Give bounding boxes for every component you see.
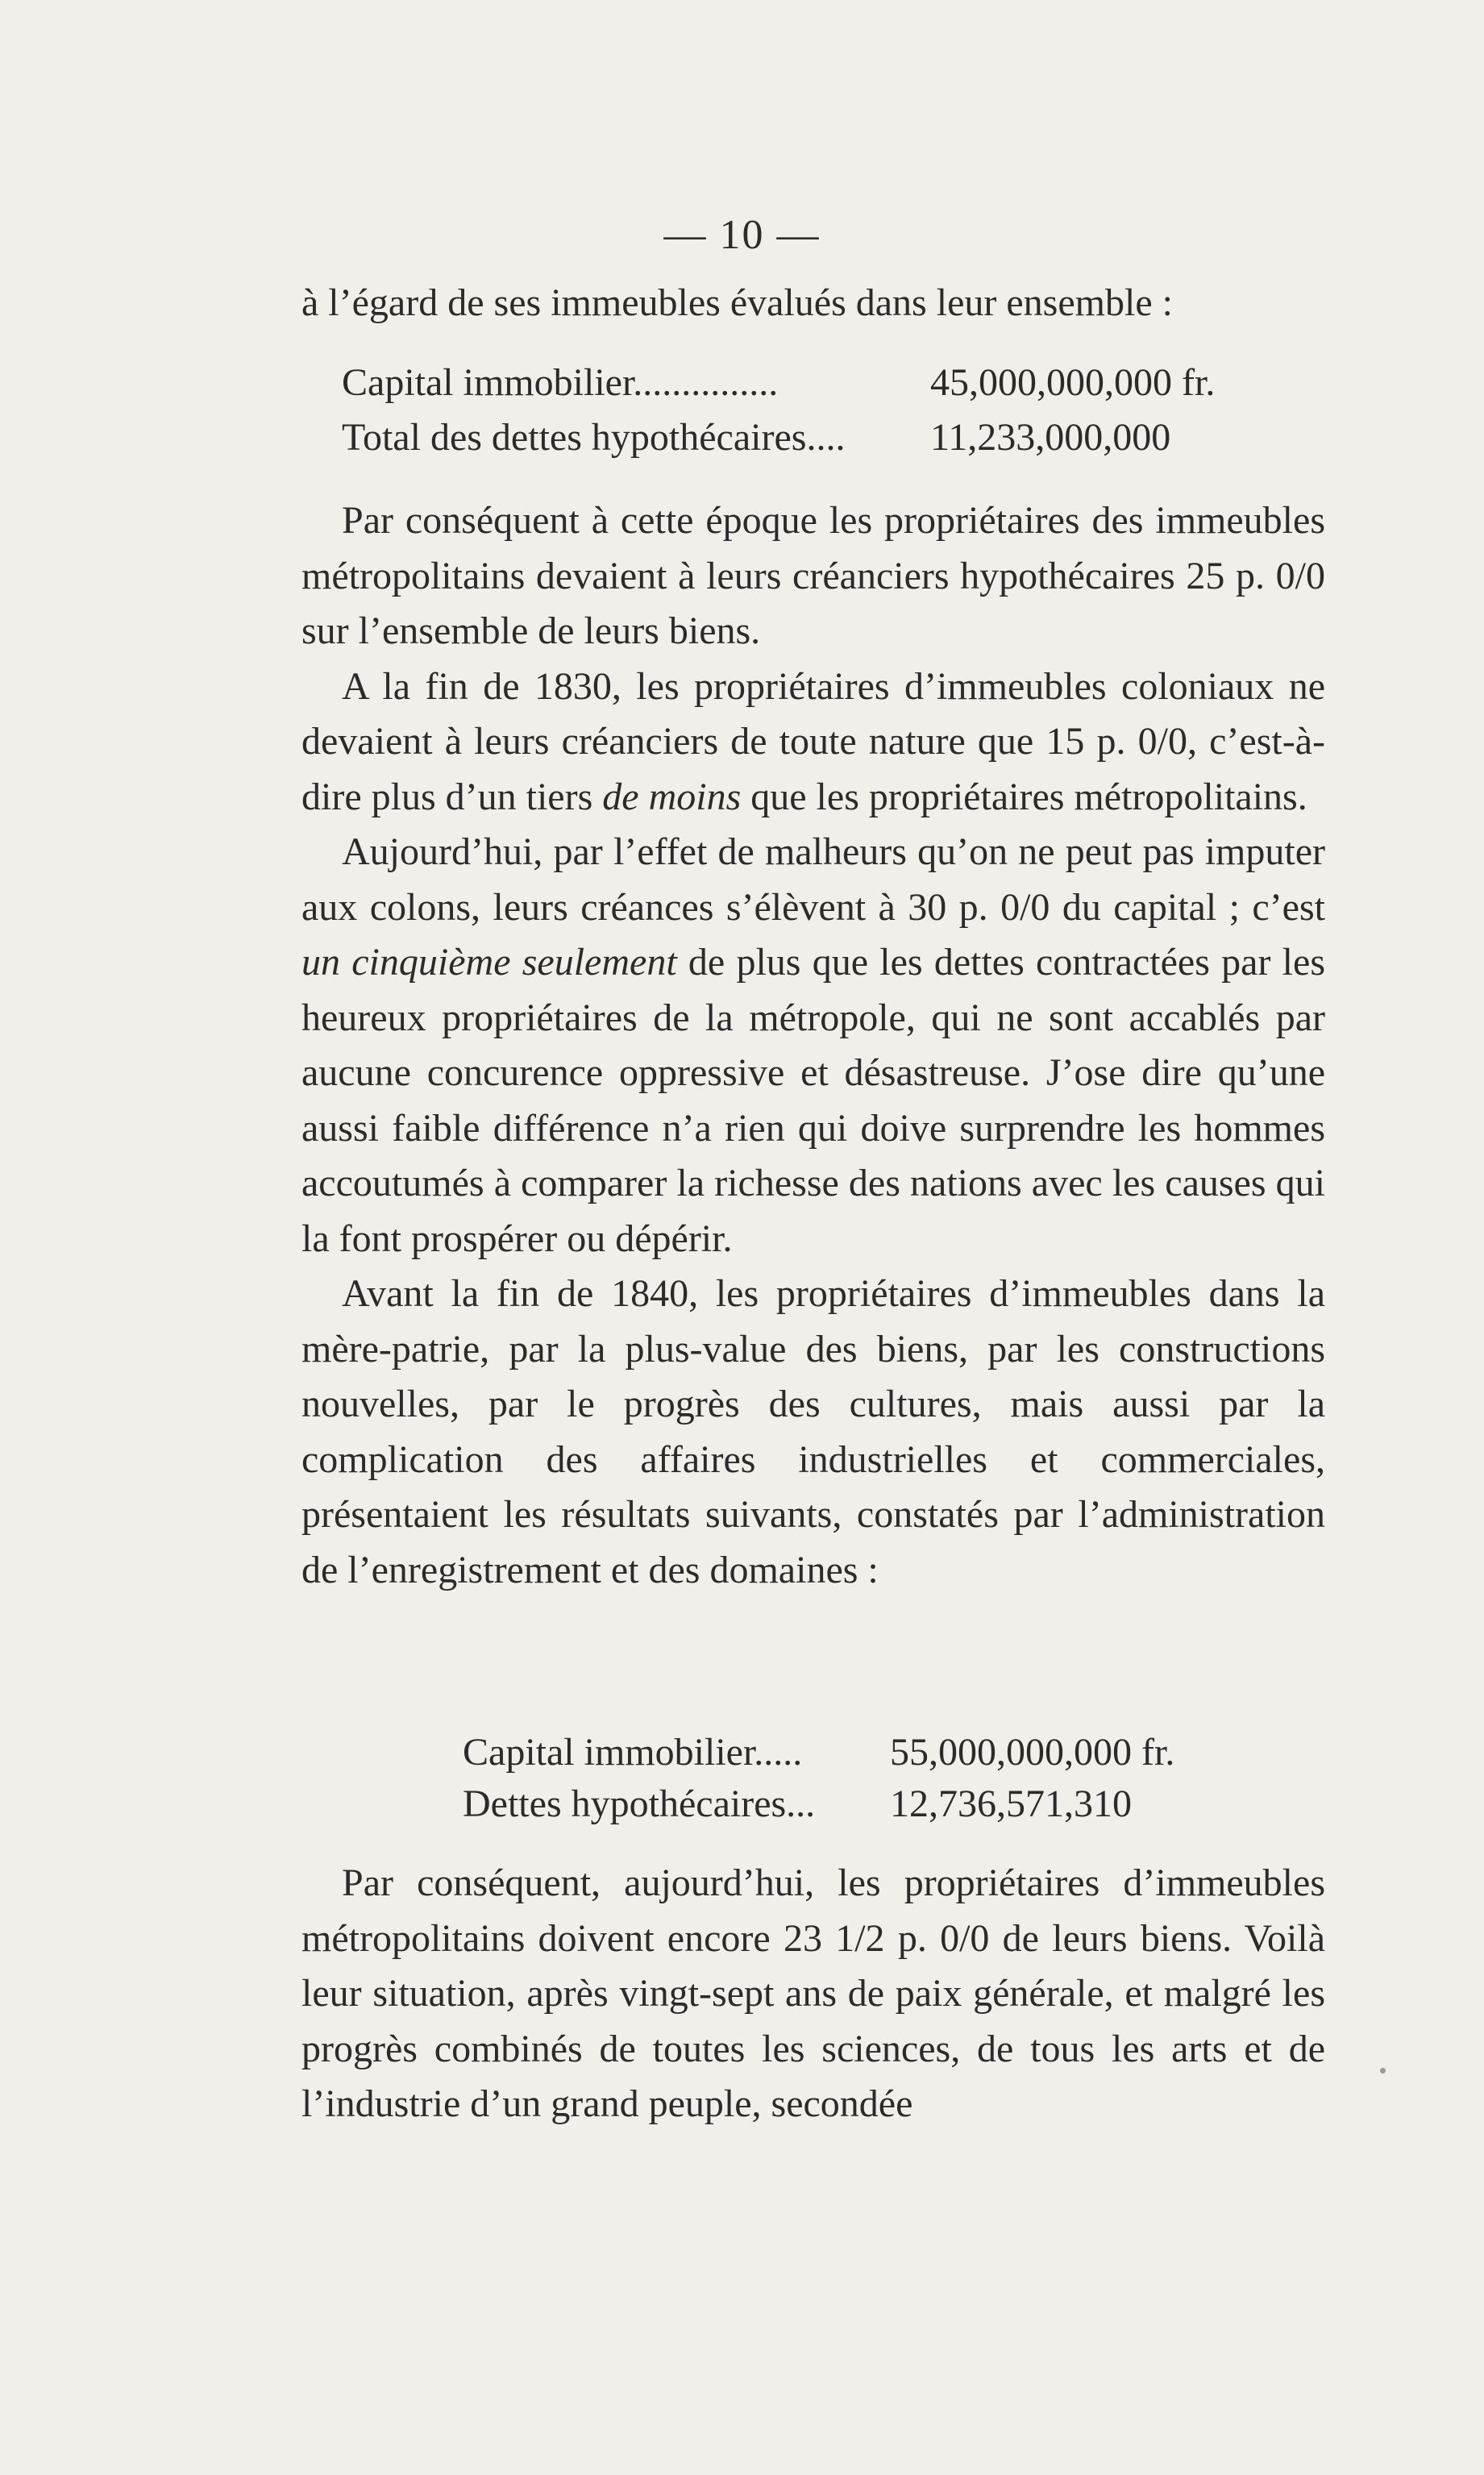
intro-block [301, 276, 1325, 331]
paragraph-text: que les propriétaires métropolitains. [741, 775, 1307, 818]
body-text-1 [301, 493, 1325, 1598]
emphasis-text: un cinquième seulement [301, 941, 677, 984]
intro-line: à l’égard de ses immeubles évalués dans leur ensemble : [301, 281, 1173, 324]
paragraph [301, 659, 1325, 826]
table-value: 12,736,571,310 [890, 1782, 1132, 1825]
table-value: 11,233,000,000 [930, 416, 1171, 459]
paragraph-text: A la fin de 1830, les propriétaires d’immeubles coloniaux ne devaient à leurs créanciers de toute nature que 15 p. 0/0, c’est-à-dire plus d’un tiers [301, 664, 1325, 818]
paragraph: Par conséquent, aujourd’hui, les propriétaires d’immeubles métropolitains doivent encore 23 1/2 p. 0/0 de leurs biens. Voilà leur situation, après vingt-sept ans de paix générale, et malgré les progrès combinés de toutes les sciences, de tous les arts et de l’industrie d’un grand peuple, secondée [301, 1861, 1325, 2125]
table-value: 45,000,000,000 fr. [930, 361, 1216, 404]
table-value: 55,000,000,000 fr. [890, 1731, 1175, 1774]
page-number: — 10 — [663, 212, 821, 258]
emphasis-text: de moins [602, 775, 742, 818]
ink-speck [1380, 2068, 1386, 2074]
paragraph-text: de plus que les dettes contractées par les heureux propriétaires de la métropole, qui ne sont accablés par aucune concurence oppressive et désastreuse. J’ose dire qu’une aussi faible différence n’a rien qui doive surprendre les hommes accoutumés à comparer la richesse des nations avec les causes qui la font prospérer ou dépérir. [301, 941, 1325, 1260]
table-label: Total des dettes hypothécaires.... [342, 416, 846, 459]
paragraph: Par conséquent à cette époque les propriétaires des immeubles métropolitains devaient à leurs créanciers hypothécaires 25 p. 0/0 sur l’ensemble de leurs biens. [301, 499, 1325, 652]
paragraph [301, 825, 1325, 1267]
paragraph-text: Aujourd’hui, par l’effet de malheurs qu’on ne peut pas imputer aux colons, leurs créances s’élèvent à 30 p. 0/0 du capital ; c’est [301, 830, 1325, 929]
table-label: Capital immobilier............... [342, 361, 779, 404]
table-label: Capital immobilier..... [463, 1731, 803, 1774]
body-text-2 [301, 1856, 1325, 2132]
table-label: Dettes hypothécaires... [463, 1782, 816, 1825]
paragraph: Avant la fin de 1840, les propriétaires d’immeubles dans la mère-patrie, par la plus-value des biens, par les constructions nouvelles, par le progrès des cultures, mais aussi par la complication des affaires industrielles et commerciales, présentaient les résultats suivants, constatés par l’administration de l’enregistrement et des domaines : [301, 1272, 1325, 1591]
